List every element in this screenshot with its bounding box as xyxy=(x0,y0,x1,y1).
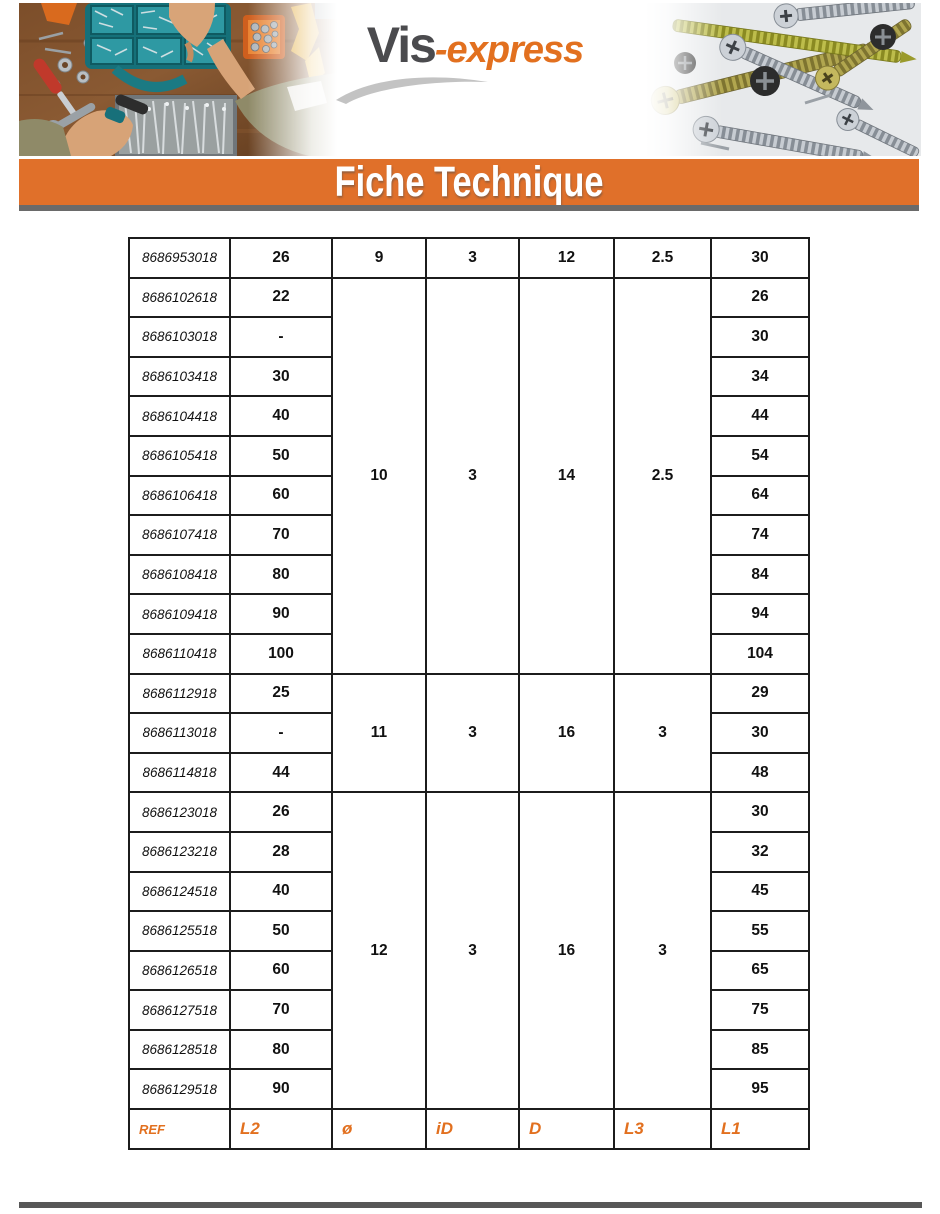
ref-cell: 8686126518 xyxy=(129,951,230,991)
l2-cell: 40 xyxy=(230,396,332,436)
ref-cell: 8686103018 xyxy=(129,317,230,357)
ref-cell: 8686104418 xyxy=(129,396,230,436)
diameter-cell: 11 xyxy=(332,674,426,793)
ref-cell: 8686103418 xyxy=(129,357,230,397)
diameter-cell: 10 xyxy=(332,278,426,674)
l1-cell: 85 xyxy=(711,1030,809,1070)
ref-cell: 8686125518 xyxy=(129,911,230,951)
footer-l2-label: L2 xyxy=(230,1109,332,1149)
ref-cell: 8686953018 xyxy=(129,238,230,278)
l1-cell: 104 xyxy=(711,634,809,674)
table-row xyxy=(129,238,809,278)
l2-cell: 50 xyxy=(230,436,332,476)
diameter-cell: 9 xyxy=(332,238,426,278)
ref-cell: 8686102618 xyxy=(129,278,230,318)
header xyxy=(0,0,940,160)
l2-cell: 22 xyxy=(230,278,332,318)
ref-cell: 8686109418 xyxy=(129,594,230,634)
l1-cell: 34 xyxy=(711,357,809,397)
footer-ref-label: REF xyxy=(129,1109,230,1149)
d-cell: 16 xyxy=(519,792,614,1109)
l2-cell: 100 xyxy=(230,634,332,674)
l1-cell: 29 xyxy=(711,674,809,714)
footer-l3-label: L3 xyxy=(614,1109,711,1149)
inner-diameter-cell: 3 xyxy=(426,792,519,1109)
table-row xyxy=(129,792,809,832)
l2-cell: 28 xyxy=(230,832,332,872)
l1-cell: 75 xyxy=(711,990,809,1030)
l2-cell: 80 xyxy=(230,1030,332,1070)
screws-photo xyxy=(645,3,921,156)
l1-cell: 30 xyxy=(711,792,809,832)
ref-cell: 8686114818 xyxy=(129,753,230,793)
workbench-photo xyxy=(19,3,337,156)
l1-cell: 30 xyxy=(711,238,809,278)
l2-cell: 90 xyxy=(230,1069,332,1109)
workbench-illustration xyxy=(19,3,337,156)
inner-diameter-cell: 3 xyxy=(426,674,519,793)
l1-cell: 48 xyxy=(711,753,809,793)
table-footer-row xyxy=(129,1109,809,1149)
l1-cell: 55 xyxy=(711,911,809,951)
l3-cell: 3 xyxy=(614,792,711,1109)
l1-cell: 32 xyxy=(711,832,809,872)
l1-cell: 30 xyxy=(711,713,809,753)
table-row xyxy=(129,278,809,318)
d-cell: 12 xyxy=(519,238,614,278)
inner-diameter-cell: 3 xyxy=(426,278,519,674)
l1-cell: 30 xyxy=(711,317,809,357)
ref-cell: 8686106418 xyxy=(129,476,230,516)
table-body xyxy=(129,238,809,1109)
l1-cell: 65 xyxy=(711,951,809,991)
l2-cell: 50 xyxy=(230,911,332,951)
banner xyxy=(19,159,919,205)
d-cell: 14 xyxy=(519,278,614,674)
l1-cell: 95 xyxy=(711,1069,809,1109)
l2-cell: - xyxy=(230,713,332,753)
spec-table xyxy=(128,237,810,1150)
footer-id-label: iD xyxy=(426,1109,519,1149)
screws-illustration xyxy=(645,3,921,156)
ref-cell: 8686113018 xyxy=(129,713,230,753)
l2-cell: 26 xyxy=(230,238,332,278)
l1-cell: 74 xyxy=(711,515,809,555)
ref-cell: 8686110418 xyxy=(129,634,230,674)
l2-cell: 44 xyxy=(230,753,332,793)
l2-cell: 70 xyxy=(230,990,332,1030)
l2-cell: 40 xyxy=(230,872,332,912)
banner-strip xyxy=(19,205,919,211)
logo-text-primary: Vis xyxy=(366,17,435,73)
ref-cell: 8686128518 xyxy=(129,1030,230,1070)
l1-cell: 64 xyxy=(711,476,809,516)
logo-text xyxy=(310,16,640,74)
table-wrap xyxy=(128,237,810,1150)
ref-cell: 8686123218 xyxy=(129,832,230,872)
ref-cell: 8686124518 xyxy=(129,872,230,912)
footer-diameter-label: ø xyxy=(332,1109,426,1149)
logo-text-secondary: -express xyxy=(434,29,584,71)
l2-cell: 80 xyxy=(230,555,332,595)
l1-cell: 26 xyxy=(711,278,809,318)
l3-cell: 2.5 xyxy=(614,278,711,674)
l2-cell: 25 xyxy=(230,674,332,714)
l3-cell: 3 xyxy=(614,674,711,793)
footer-l1-label: L1 xyxy=(711,1109,809,1149)
l3-cell: 2.5 xyxy=(614,238,711,278)
l2-cell: - xyxy=(230,317,332,357)
inner-diameter-cell: 3 xyxy=(426,238,519,278)
l2-cell: 60 xyxy=(230,476,332,516)
ref-cell: 8686112918 xyxy=(129,674,230,714)
l2-cell: 30 xyxy=(230,357,332,397)
l2-cell: 70 xyxy=(230,515,332,555)
diameter-cell: 12 xyxy=(332,792,426,1109)
table-row xyxy=(129,674,809,714)
l1-cell: 84 xyxy=(711,555,809,595)
l2-cell: 26 xyxy=(230,792,332,832)
ref-cell: 8686108418 xyxy=(129,555,230,595)
ref-cell: 8686107418 xyxy=(129,515,230,555)
ref-cell: 8686123018 xyxy=(129,792,230,832)
l1-cell: 54 xyxy=(711,436,809,476)
footer-d-label: D xyxy=(519,1109,614,1149)
logo xyxy=(310,16,640,106)
bottom-bar xyxy=(19,1202,922,1208)
ref-cell: 8686129518 xyxy=(129,1069,230,1109)
l2-cell: 60 xyxy=(230,951,332,991)
l2-cell: 90 xyxy=(230,594,332,634)
l1-cell: 45 xyxy=(711,872,809,912)
banner-title: Fiche Technique xyxy=(334,157,604,206)
logo-swoosh-icon xyxy=(332,70,492,106)
l1-cell: 44 xyxy=(711,396,809,436)
l1-cell: 94 xyxy=(711,594,809,634)
ref-cell: 8686105418 xyxy=(129,436,230,476)
ref-cell: 8686127518 xyxy=(129,990,230,1030)
d-cell: 16 xyxy=(519,674,614,793)
